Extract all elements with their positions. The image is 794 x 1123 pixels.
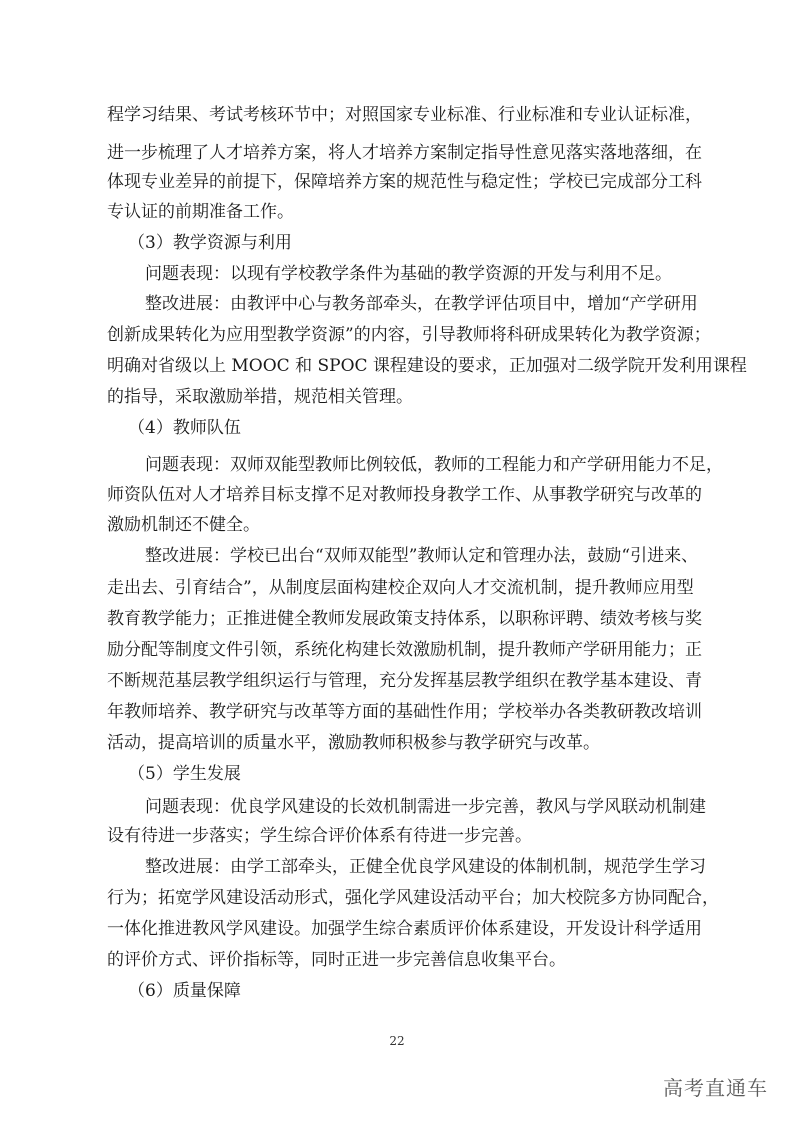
text-line: 走出去、引育结合”，从制度层面构建校企双向人才交流机制，提升教师应用型 (107, 578, 694, 598)
text-line: 年教师培养、教学研究与改革等方面的基础性作用；学校举办各类教研教改培训 (107, 702, 702, 722)
text-line: 设有待进一步落实；学生综合评价体系有待进一步完善。 (107, 826, 532, 846)
text-line: 创新成果转化为应用型教学资源”的内容，引导教师将科研成果转化为教学资源； (107, 325, 711, 345)
text-line: 行为；拓宽学风建设活动形式，强化学风建设活动平台；加大校院多方协同配合， (107, 888, 719, 908)
watermark-text: 高考直通车 (663, 1076, 768, 1100)
text-line: 励分配等制度文件引领，系统化构建长效激励机制，提升教师产学研用能力；正 (107, 640, 702, 660)
text-line: 明确对省级以上 MOOC 和 SPOC 课程建设的要求，正加强对二级学院开发利用课程 (107, 356, 747, 376)
text-line: 问题表现：双师双能型教师比例较低，教师的工程能力和产学研用能力不足， (145, 455, 723, 475)
text-line: 程学习结果、考试考核环节中；对照国家专业标准、行业标准和专业认证标准， (107, 105, 702, 125)
text-line: 整改进展：由教评中心与教务部牵头，在教学评估项目中，增加“产学研用 (145, 294, 698, 314)
text-line: 不断规范基层教学组织运行与管理，充分发挥基层教学组织在教学基本建设、青 (107, 671, 702, 691)
text-line: 一体化推进教风学风建设。加强学生综合素质评价体系建设，开发设计科学适用 (107, 919, 702, 939)
text-line: 师资队伍对人才培养目标支撑不足对教师投身教学工作、从事教学研究与改革的 (107, 485, 702, 505)
text-line: 体现专业差异的前提下，保障培养方案的规范性与稳定性；学校已完成部分工科 (107, 172, 702, 192)
section-heading-4: （4）教师队伍 (128, 418, 241, 438)
text-line: 的指导，采取激励举措，规范相关管理。 (107, 387, 413, 407)
text-line: 问题表现：优良学风建设的长效机制需进一步完善，教风与学风联动机制建 (145, 797, 706, 817)
page-number: 22 (389, 1034, 405, 1048)
section-heading-6: （6）质量保障 (128, 981, 241, 1001)
text-line: 活动，提高培训的质量水平，激励教师积极参与教学研究与改革。 (107, 733, 600, 753)
text-line: 激励机制还不健全。 (107, 515, 260, 535)
text-line: 专认证的前期准备工作。 (107, 202, 294, 222)
text-line: 整改进展：由学工部牵头，正健全优良学风建设的体制机制，规范学生学习 (145, 857, 706, 877)
text-line: 问题表现：以现有学校教学条件为基础的教学资源的开发与利用不足。 (145, 264, 672, 284)
text-line: 的评价方式、评价指标等，同时正进一步完善信息收集平台。 (107, 950, 566, 970)
section-heading-5: （5）学生发展 (128, 764, 241, 784)
section-heading-3: （3）教学资源与利用 (128, 233, 292, 253)
text-line: 教育教学能力；正推进健全教师发展政策支持体系，以职称评聘、绩效考核与奖 (107, 609, 702, 629)
text-line: 进一步梳理了人才培养方案，将人才培养方案制定指导性意见落实落地落细，在 (107, 143, 702, 163)
text-line: 整改进展：学校已出台“双师双能型”教师认定和管理办法，鼓励“引进来、 (145, 546, 699, 566)
